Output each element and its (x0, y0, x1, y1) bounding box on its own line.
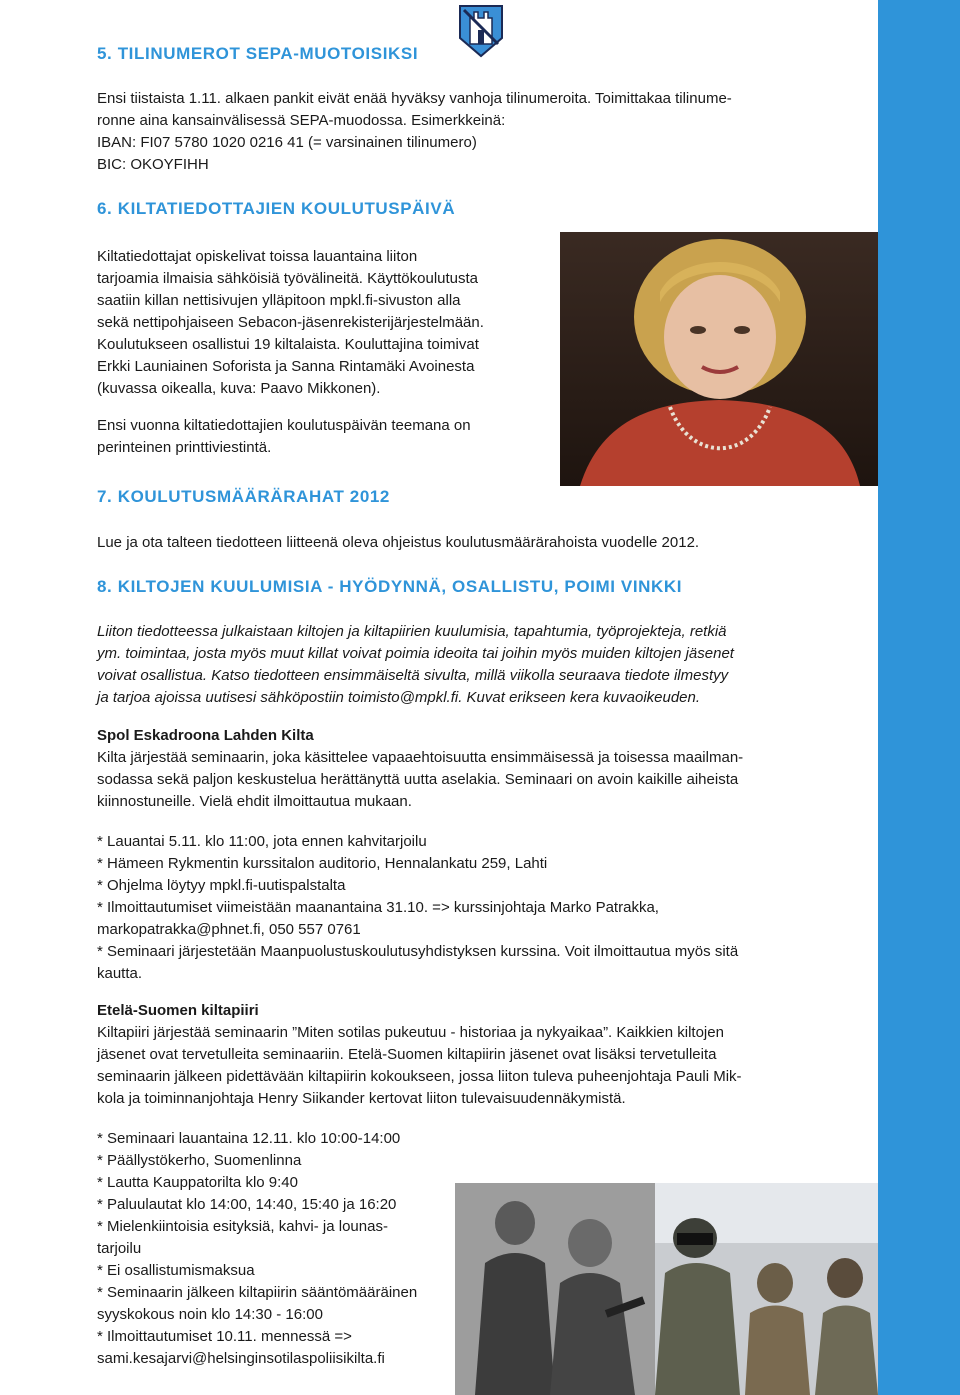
text-line: Kiltatiedottajat opiskelivat toissa lauantaina liiton (97, 248, 418, 265)
section6-text (97, 246, 484, 400)
text-line: Ensi vuonna kiltatiedottajien koulutuspäivän teemana on (97, 417, 471, 434)
wwii-soldiers-photo (455, 1183, 655, 1395)
text-line: perinteinen printtiviestintä. (97, 439, 272, 456)
list-item: * Seminaarin jälkeen kiltapiirin sääntömääräinen (97, 1284, 418, 1301)
text-line: IBAN: FI07 5780 1020 0216 41 (= varsinainen tilinumero) (97, 134, 477, 151)
list-item: * Lauantai 5.11. klo 11:00, jota ennen kahvitarjoilu (97, 833, 427, 850)
list-item: * Hämeen Rykmentin kurssitalon auditorio, Hennalankatu 259, Lahti (97, 855, 548, 872)
list-item: * Ilmoittautumiset viimeistään maanantaina 31.10. => kurssinjohtaja Marko Patrakka, (97, 899, 659, 916)
etela-text (97, 1022, 742, 1110)
spol-list (97, 831, 738, 985)
text-line: jäsenet ovat tervetulleita seminaariin. Etelä-Suomen kiltapiirin jäsenet ovat lisäksi tervetulleita (97, 1046, 717, 1063)
text-line: Lue ja ota talteen tiedotteen liitteenä oleva ohjeistus koulutusmäärärahoista vuodelle 2012. (97, 534, 700, 551)
list-item: * Ei osallistumismaksua (97, 1262, 255, 1279)
text-line: sodassa sekä paljon keskustelua herättänyttä uutta aselakia. Seminaari on avoin kaikille aiheista (97, 771, 739, 788)
section6-heading: 6. KILTATIEDOTTAJIEN KOULUTUSPÄIVÄ (97, 199, 456, 218)
side-stripe (878, 0, 960, 1395)
list-item: * Mielenkiintoisia esityksiä, kahvi- ja lounas- (97, 1218, 388, 1235)
list-item: kautta. (97, 965, 143, 982)
text-line: Koulutukseen osallistui 19 kiltalaista. Kouluttajina toimivat (97, 336, 479, 353)
text-line: saatiin killan nettisivujen ylläpitoon mpkl.fi-sivuston alla (97, 292, 461, 309)
modern-soldiers-photo (655, 1183, 878, 1395)
list-item: tarjoilu (97, 1240, 142, 1257)
text-line: Liiton tiedotteessa julkaistaan kiltojen ja kiltapiirien kuulumisia, tapahtumia, työprojekteja, retkiä (97, 623, 727, 640)
text-line: tarjoamia ilmaisia sähköisiä työvälineitä. Käyttökoulutusta (97, 270, 479, 287)
list-item: * Lautta Kauppatorilta klo 9:40 (97, 1174, 298, 1191)
list-item: * Päällystökerho, Suomenlinna (97, 1152, 302, 1169)
section8-heading: 8. KILTOJEN KUULUMISIA - HYÖDYNNÄ, OSALLISTU, POIMI VINKKI (97, 577, 683, 596)
text-line: Kiltapiiri järjestää seminaarin ”Miten sotilas pukeutuu - historiaa ja nykyaikaa”. Kaikkien kiltojen (97, 1024, 724, 1041)
text-line: kola ja toiminnanjohtaja Henry Siikander kertovat liiton tulevaisuudennäkymistä. (97, 1090, 626, 1107)
subheading: Etelä-Suomen kiltapiiri (97, 1002, 259, 1019)
text-line: Erkki Launiainen Soforista ja Sanna Rintamäki Avoinesta (97, 358, 475, 375)
text-line: sekä nettipohjaiseen Sebacon-jäsenrekisterijärjestelmään. (97, 314, 484, 331)
text-line: seminaarin jälkeen pidettävään kiltapiirin kokoukseen, jossa liiton tuleva puheenjohtaja Pauli Mik- (97, 1068, 742, 1085)
list-item: * Seminaari lauantaina 12.11. klo 10:00-14:00 (97, 1130, 401, 1147)
text-line: (kuvassa oikealla, kuva: Paavo Mikkonen). (97, 380, 381, 397)
text-line: ym. toimintaa, josta myös muut killat voivat poimia ideoita tai joihin myös muiden kiltojen jäsenet (97, 645, 734, 662)
section8-text (97, 621, 734, 709)
text-line: Kilta järjestää seminaarin, joka käsittelee vapaaehtoisuutta ensimmäisessä ja toisessa maailman- (97, 749, 744, 766)
section7-heading: 7. KOULUTUSMÄÄRÄRAHAT 2012 (97, 487, 390, 506)
section5-text (97, 88, 732, 176)
list-item: * Paluulautat klo 14:00, 14:40, 15:40 ja 16:20 (97, 1196, 397, 1213)
list-item: * Ilmoittautumiset 10.11. mennessä => (97, 1328, 352, 1345)
etela-list (97, 1128, 417, 1370)
castle-tower-logo (458, 4, 504, 58)
subheading: Spol Eskadroona Lahden Kilta (97, 727, 314, 744)
section5-heading: 5. TILINUMEROT SEPA-MUOTOISIKSI (97, 44, 419, 63)
list-item: * Seminaari järjestetään Maanpuolustuskoulutusyhdistyksen kurssina. Voit ilmoittautua myös sitä (97, 943, 739, 960)
text-line: BIC: OKOYFIHH (97, 156, 209, 173)
etela-title (97, 1000, 259, 1022)
text-line: kiinnostuneille. Vielä ehdit ilmoittautua mukaan. (97, 793, 412, 810)
portrait-photo (560, 232, 878, 486)
text-line: ronne aina kansainvälisessä SEPA-muodossa. Esimerkkeinä: (97, 112, 506, 129)
list-item: sami.kesajarvi@helsinginsotilaspoliisikilta.fi (97, 1350, 385, 1367)
list-item: markopatrakka@phnet.fi, 050 557 0761 (97, 921, 361, 938)
text-line: ja tarjoa ajoissa uutisesi sähköpostiin toimisto@mpkl.fi. Kuvat erikseen kera kuvaoikeuden. (97, 689, 701, 706)
section6-text-2 (97, 415, 471, 459)
list-item: syyskokous noin klo 14:30 - 16:00 (97, 1306, 323, 1323)
section7-text (97, 532, 699, 554)
text-line: voivat osallistua. Katso tiedotteen ensimmäiseltä sivulta, millä viikolla seuraava tiedote ilmestyy (97, 667, 729, 684)
spol-title (97, 725, 314, 747)
text-line: Ensi tiistaista 1.11. alkaen pankit eivät enää hyväksy vanhoja tilinumeroita. Toimittakaa tilinume- (97, 90, 732, 107)
list-item: * Ohjelma löytyy mpkl.fi-uutispalstalta (97, 877, 346, 894)
spol-text (97, 747, 743, 813)
